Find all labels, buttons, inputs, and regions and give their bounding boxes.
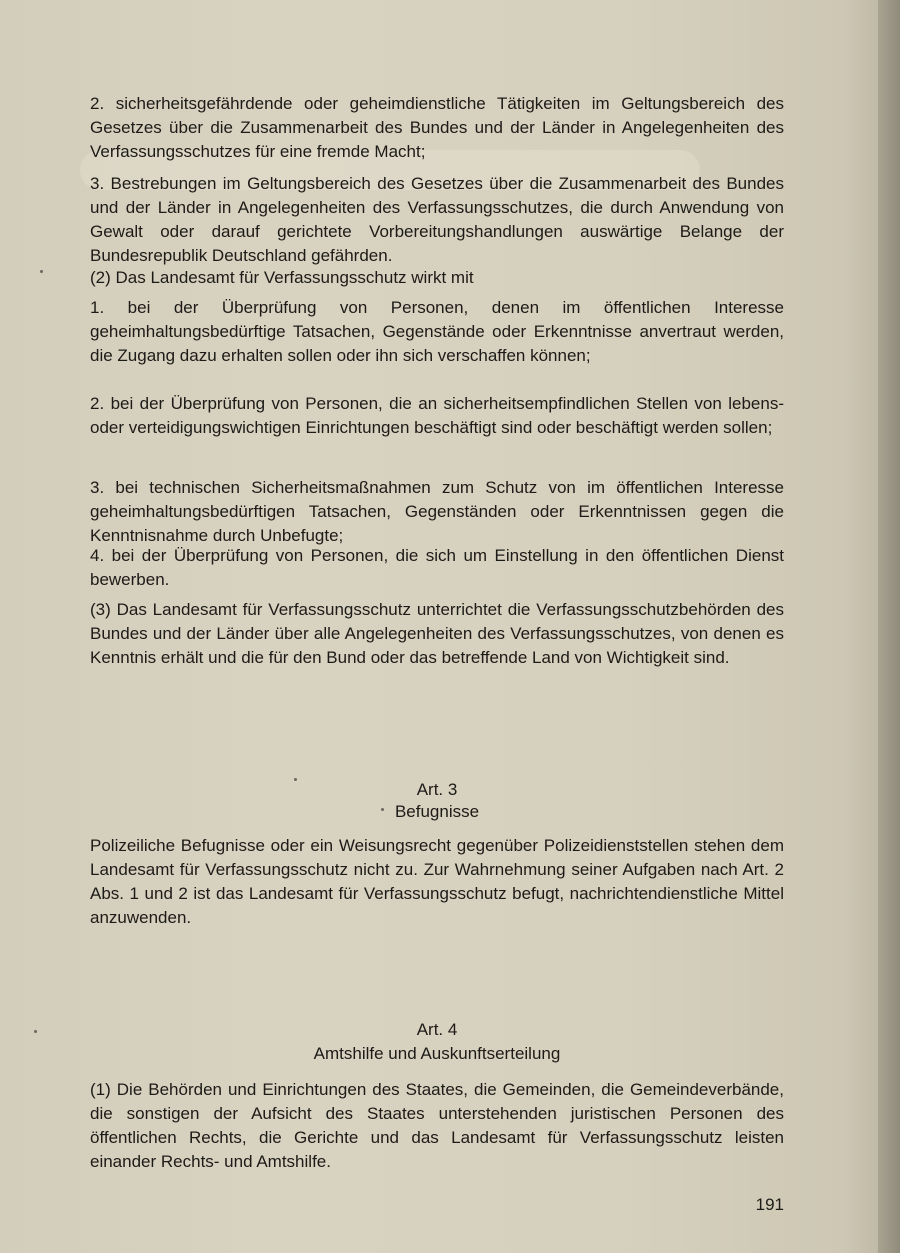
art4-title: Amtshilfe und Auskunftserteilung — [313, 1044, 561, 1063]
paragraph-list-2-screening: 2. bei der Überprüfung von Personen, die an sicherheitsempfindlichen Stellen von lebens- oder verteidigungswichtigen Einrichtungen beschäftigt sind oder beschäftigt werden sollen; — [90, 394, 784, 437]
dust-speck — [381, 808, 384, 811]
page-edge-shadow — [878, 0, 900, 1253]
dust-speck — [34, 1030, 37, 1033]
art3-text: Polizeiliche Befugnisse oder ein Weisungsrecht gegenüber Polizeidienststellen stehen dem Landesamt für Verfassungsschutz nicht zu. Zur Wahrnehmung seiner Aufgaben nach Art. 2 Abs. 1 und 2 ist das Landesamt für Verfassungsschutz befugt, nachrichtendienstliche Mittel anzuwenden. — [90, 836, 784, 927]
paragraph-list-1-screening: 1. bei der Überprüfung von Personen, denen im öffentlichen Interesse geheimhaltungsbedürftige Tatsachen, Gegenstände oder Erkenntnisse anvertraut werden, die Zugang dazu erhalten sollen oder ihn sich verschaffen können; — [90, 298, 784, 365]
paragraph-section-3-information: (3) Das Landesamt für Verfassungsschutz unterrichtet die Verfassungsschutzbehörden des Bundes und der Länder über alle Angelegenheiten des Verfassungsschutzes, von denen es Kenntnis erhält und die für den Bund oder das betreffende Land von Wichtigkeit sind. — [90, 600, 784, 667]
paragraph-section-2-intro: (2) Das Landesamt für Verfassungsschutz wirkt mit — [90, 268, 474, 287]
art4-text: (1) Die Behörden und Einrichtungen des Staates, die Gemeinden, die Gemeindeverbände, die sonstigen der Aufsicht des Staates unterstehenden juristischen Personen des öffentlichen Rechts, die Gerichte und das Landesamt für Verfassungsschutz leisten einander Rechts- und Amtshilfe. — [90, 1080, 784, 1171]
dust-speck — [294, 778, 297, 781]
paragraph-list-4-public-service: 4. bei der Überprüfung von Personen, die sich um Einstellung in den öffentlichen Dienst bewerben. — [90, 546, 784, 589]
dust-speck — [40, 270, 43, 273]
paragraph-item-3-efforts: 3. Bestrebungen im Geltungsbereich des Gesetzes über die Zusammenarbeit des Bundes und der Länder in Angelegenheiten des Verfassungsschutzes, die durch Anwendung von Gewalt oder darauf gerichtete Vorbereitungshandlungen auswärtige Belange der Bundesrepublik Deutschland gefährden. — [90, 174, 784, 265]
art3-number: Art. 3 — [416, 780, 458, 799]
art4-number: Art. 4 — [416, 1020, 458, 1039]
page-number: 191 — [755, 1195, 784, 1214]
paragraph-list-3-security-measures: 3. bei technischen Sicherheitsmaßnahmen zum Schutz von im öffentlichen Interesse geheimhaltungsbedürftigen Tatsachen, Gegenständen oder Erkenntnissen gegen die Kenntnisnahme durch Unbefugte; — [90, 478, 784, 545]
art3-title: Befugnisse — [394, 802, 480, 821]
paragraph-item-2-secret-service: 2. sicherheitsgefährdende oder geheimdienstliche Tätigkeiten im Geltungsbereich des Gesetzes über die Zusammenarbeit des Bundes und der Länder in Angelegenheiten des Verfassungsschutzes für eine fremde Macht; — [90, 94, 784, 161]
